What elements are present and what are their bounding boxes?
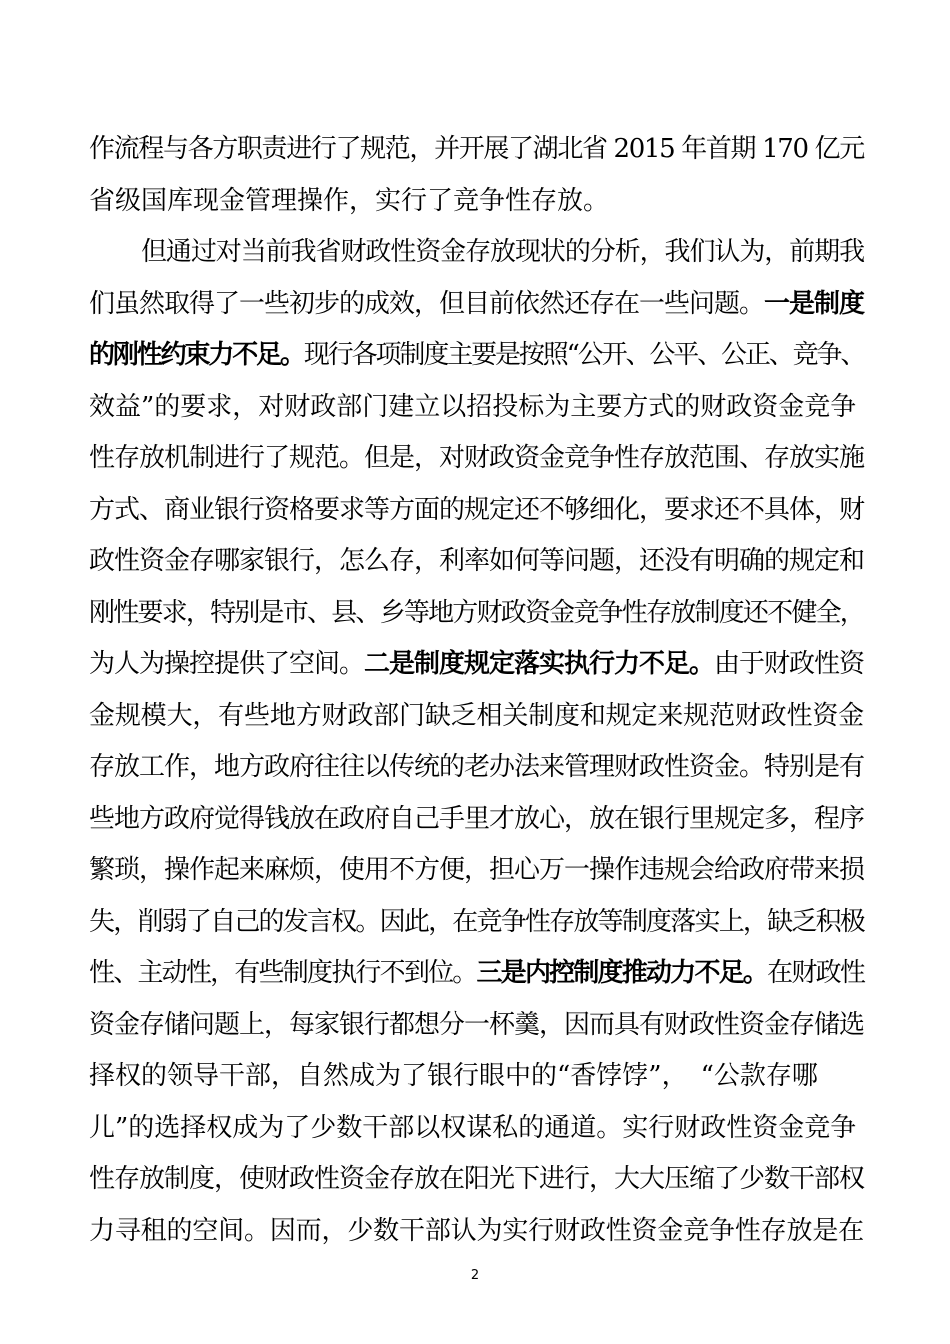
text-segment: 由于财政性资 bbox=[714, 649, 865, 679]
text-segment: 性存放机制进行了规范。但是，对财政资金竞争性存放范围、存放实施 bbox=[89, 443, 865, 473]
text-line bbox=[89, 124, 864, 176]
text-line bbox=[89, 948, 864, 1000]
text-line bbox=[89, 176, 864, 228]
text-segment: 在财政性 bbox=[767, 958, 865, 988]
text-segment: 性、主动性，有些制度执行不到位。 bbox=[89, 958, 477, 988]
text-segment: 性存放制度，使财政性资金存放在阳光下进行，大大压缩了少数干部权 bbox=[89, 1164, 865, 1194]
bold-text-segment: 三是内控制度推动力不足。 bbox=[476, 958, 768, 988]
text-line bbox=[89, 1103, 864, 1155]
text-line bbox=[89, 588, 864, 640]
text-segment: 但通过对当前我省财政性资金存放现状的分析，我们认为，前期我 bbox=[141, 237, 865, 267]
text-segment: 刚性要求，特别是市、县、乡等地方财政资金竞争性存放制度还不健全， bbox=[89, 597, 865, 628]
text-line bbox=[89, 639, 864, 691]
text-line bbox=[89, 279, 864, 331]
text-segment: 现行各项制度主要是按照“公开、公平、公正、竞争、 bbox=[303, 340, 865, 370]
text-segment: 们虽然取得了一些初步的成效，但目前依然还存在一些问题。 bbox=[89, 288, 765, 319]
bold-text-segment: 的刚性约束力不足。 bbox=[89, 340, 304, 370]
text-segment: 资金存储问题上，每家银行都想分一杯羹，因而具有财政性资金存储选 bbox=[89, 1009, 865, 1040]
page-number: 2 bbox=[470, 1268, 480, 1283]
text-segment: 作流程与各方职责进行了规范，并开展了湖北省 2015 年首期 170 亿元 bbox=[89, 134, 864, 164]
text-line bbox=[89, 485, 864, 537]
text-line bbox=[89, 1154, 864, 1206]
text-line bbox=[89, 1000, 864, 1052]
text-segment: 省级国库现金管理操作，实行了竞争性存放。 bbox=[89, 185, 610, 216]
text-line bbox=[89, 1206, 864, 1258]
text-line bbox=[89, 845, 864, 897]
text-line bbox=[89, 330, 864, 382]
text-segment: 繁琐，操作起来麻烦，使用不方便，担心万一操作违规会给政府带来损 bbox=[89, 855, 865, 885]
text-line bbox=[89, 742, 864, 794]
text-line bbox=[89, 227, 864, 279]
text-line bbox=[89, 691, 864, 743]
text-segment: 些地方政府觉得钱放在政府自己手里才放心，放在银行里规定多，程序 bbox=[89, 803, 865, 834]
text-segment: 金规模大，有些地方财政部门缺乏相关制度和规定来规范财政性资金 bbox=[89, 700, 865, 731]
text-segment: 效益”的要求，对财政部门建立以招投标为主要方式的财政资金竞争 bbox=[89, 391, 857, 422]
text-segment: 择权的领导干部，自然成为了银行眼中的“香饽饽”， “公款存哪 bbox=[89, 1061, 818, 1091]
bold-text-segment: 二是制度规定落实执行力不足。 bbox=[364, 649, 715, 679]
text-segment: 为人为操控提供了空间。 bbox=[89, 649, 365, 679]
text-segment: 失，削弱了自己的发言权。因此，在竞争性存放等制度落实上，缺乏积极 bbox=[89, 906, 865, 937]
text-line bbox=[89, 794, 864, 846]
text-line bbox=[89, 1051, 864, 1103]
text-line bbox=[89, 433, 864, 485]
body-text bbox=[89, 124, 864, 1257]
bold-text-segment: 一是制度 bbox=[764, 288, 865, 319]
text-line bbox=[89, 382, 864, 434]
text-segment: 方式、商业银行资格要求等方面的规定还不够细化，要求还不具体，财 bbox=[89, 494, 865, 525]
text-segment: 存放工作，地方政府往往以传统的老办法来管理财政性资金。特别是有 bbox=[89, 752, 865, 782]
text-segment: 力寻租的空间。因而，少数干部认为实行财政性资金竞争性存放是在 bbox=[89, 1215, 865, 1246]
text-line bbox=[89, 897, 864, 949]
text-segment: 政性资金存哪家银行，怎么存，利率如何等问题，还没有明确的规定和 bbox=[89, 546, 865, 576]
text-line bbox=[89, 536, 864, 588]
text-segment: 儿”的选择权成为了少数干部以权谋私的通道。实行财政性资金竞争 bbox=[89, 1112, 857, 1143]
